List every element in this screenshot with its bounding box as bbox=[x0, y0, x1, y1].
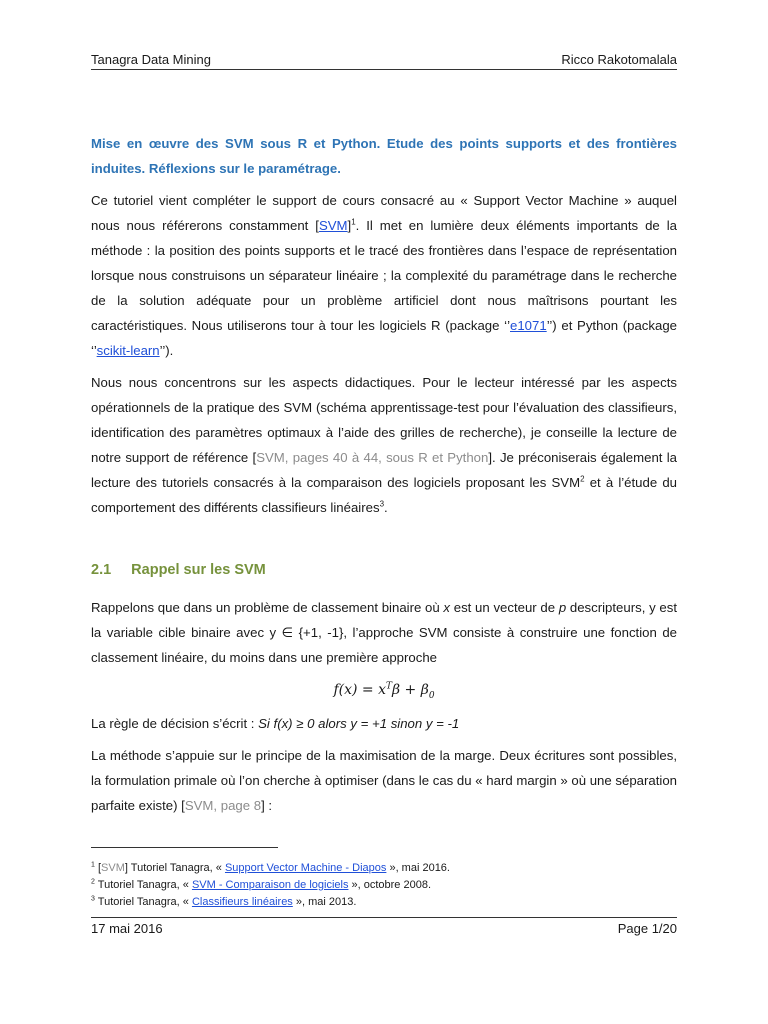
svm-page8-ref[interactable]: SVM, page 8 bbox=[184, 797, 262, 813]
footnote-ref-2[interactable]: 2 bbox=[580, 474, 585, 484]
footnote-text: Tutoriel Tanagra, « bbox=[94, 879, 192, 891]
p1-text-b: ] bbox=[347, 218, 352, 233]
section-heading bbox=[91, 558, 677, 583]
footnote-ref-1[interactable]: 1 bbox=[351, 217, 356, 227]
p4-text-a: La méthode s’appuie sur le principe de la maximisation de la marge. Deux écritures sont possibles, la formulation primale où l’on cherche à optimiser (dans le cas du « hard margin » où une séparation parfaite existe) [ bbox=[91, 747, 677, 813]
footnote-3 bbox=[91, 894, 677, 911]
footnote-text: », mai 2016. bbox=[386, 862, 450, 874]
page-header bbox=[91, 52, 677, 70]
header-right: Ricco Rakotomalala bbox=[561, 52, 677, 67]
section-title: Rappel sur les SVM bbox=[131, 562, 266, 578]
scikit-learn-link[interactable]: scikit-learn bbox=[96, 343, 160, 358]
footnote-number: 1 bbox=[91, 861, 95, 869]
footnote-number: 3 bbox=[91, 895, 95, 903]
section-number: 2.1 bbox=[91, 562, 112, 578]
footnotes bbox=[91, 860, 677, 911]
footnote-svm-ref[interactable]: SVM bbox=[101, 862, 125, 874]
paragraph-3 bbox=[91, 595, 677, 670]
formula-lhs: f(x) = x bbox=[333, 682, 386, 698]
footnote-text: ] Tutoriel Tanagra, « bbox=[124, 862, 225, 874]
intro-title: Mise en œuvre des SVM sous R et Python. Etude des points supports et des frontières induites. Réflexions sur le paramétrage. bbox=[91, 136, 677, 176]
footer-date: 17 mai 2016 bbox=[91, 921, 163, 936]
footnote-link-classifieurs[interactable]: Classifieurs linéaires bbox=[191, 896, 293, 908]
p2-text-d: . bbox=[384, 500, 388, 515]
paragraph-1 bbox=[91, 188, 677, 363]
page-number: Page 1/20 bbox=[617, 921, 677, 936]
p3-text-c: descripteurs, y est la variable cible binaire avec y ∈ {+1, -1}, l’approche SVM consiste à construire une fonction de classement linéaire, du moins dans une première approche bbox=[91, 600, 678, 665]
p1-text-d: ’’) et Python (package ‘’ bbox=[91, 318, 678, 358]
footnote-text: », mai 2013. bbox=[292, 896, 357, 908]
footnote-link-diapos[interactable]: Support Vector Machine - Diapos bbox=[224, 862, 387, 874]
p3-text-a: Rappelons que dans un problème de classement binaire où bbox=[91, 600, 444, 615]
footnote-1 bbox=[91, 860, 677, 877]
decision-rule bbox=[91, 711, 677, 736]
rule-expression: Si f(x) ≥ 0 alors y = +1 sinon y = -1 bbox=[258, 715, 460, 731]
footnote-separator bbox=[91, 847, 278, 848]
footnote-number: 2 bbox=[91, 878, 95, 886]
header-left: Tanagra Data Mining bbox=[91, 52, 211, 67]
formula-mid: β + β bbox=[391, 682, 429, 698]
e1071-link[interactable]: e1071 bbox=[510, 318, 547, 333]
var-x: x bbox=[443, 600, 451, 615]
p1-text-e: ’’). bbox=[159, 343, 174, 358]
footnote-text: [ bbox=[94, 862, 102, 874]
paragraph-2 bbox=[91, 370, 677, 520]
footnote-2 bbox=[91, 877, 677, 894]
main-content bbox=[91, 131, 677, 825]
var-p: p bbox=[558, 600, 567, 615]
footnote-text: », octobre 2008. bbox=[348, 879, 432, 891]
p2-text-a: Nous nous concentrons sur les aspects didactiques. Pour le lecteur intéressé par les aspects opérationnels de la pratique des SVM (schéma apprentissage-test pour l’évaluation des classifieurs, identification des paramètres optimaux à l’aide des grilles de recherche), je conseille la lecture de notre support de référence [ bbox=[91, 375, 677, 465]
decision-formula bbox=[91, 677, 677, 709]
svm-pages-ref[interactable]: SVM, pages 40 à 44, sous R et Python bbox=[256, 450, 489, 465]
rule-text: La règle de décision s’écrit : bbox=[91, 715, 259, 731]
svm-link[interactable]: SVM bbox=[318, 218, 348, 233]
p4-text-b: ] : bbox=[261, 797, 273, 813]
footnote-text: Tutoriel Tanagra, « bbox=[94, 896, 192, 908]
formula-sub: 0 bbox=[428, 690, 435, 701]
formula-sup: T bbox=[385, 681, 392, 692]
p1-text-a: Ce tutoriel vient compléter le support de cours consacré au « Support Vector Machine » auquel nous nous référerons constamment [ bbox=[91, 193, 677, 233]
p3-text-b: est un vecteur de bbox=[450, 600, 559, 615]
p2-text-c: et à l’étude du comportement des différents classifieurs linéaires bbox=[91, 475, 677, 515]
p1-text-c: . Il met en lumière deux éléments importants de la méthode : la position des points supports et le tracé des frontières dans l’espace de représentation lorsque nous construisons un séparateur linéaire ; la complexité du paramétrage dans le recherche de la solution adéquate pour un problème artificiel dont nous maîtrisons pourtant les caractéristiques. Nous utiliserons tour à tour les logiciels R (package ‘’ bbox=[91, 218, 677, 333]
footnote-link-comparaison[interactable]: SVM - Comparaison de logiciels bbox=[191, 879, 349, 891]
footnote-ref-3[interactable]: 3 bbox=[379, 499, 385, 509]
paragraph-4 bbox=[91, 743, 677, 818]
p2-text-b: ]. Je préconiserais également la lecture des tutoriels consacrés à la comparaison des logiciels proposant les SVM bbox=[91, 450, 677, 490]
page-footer bbox=[91, 917, 677, 936]
